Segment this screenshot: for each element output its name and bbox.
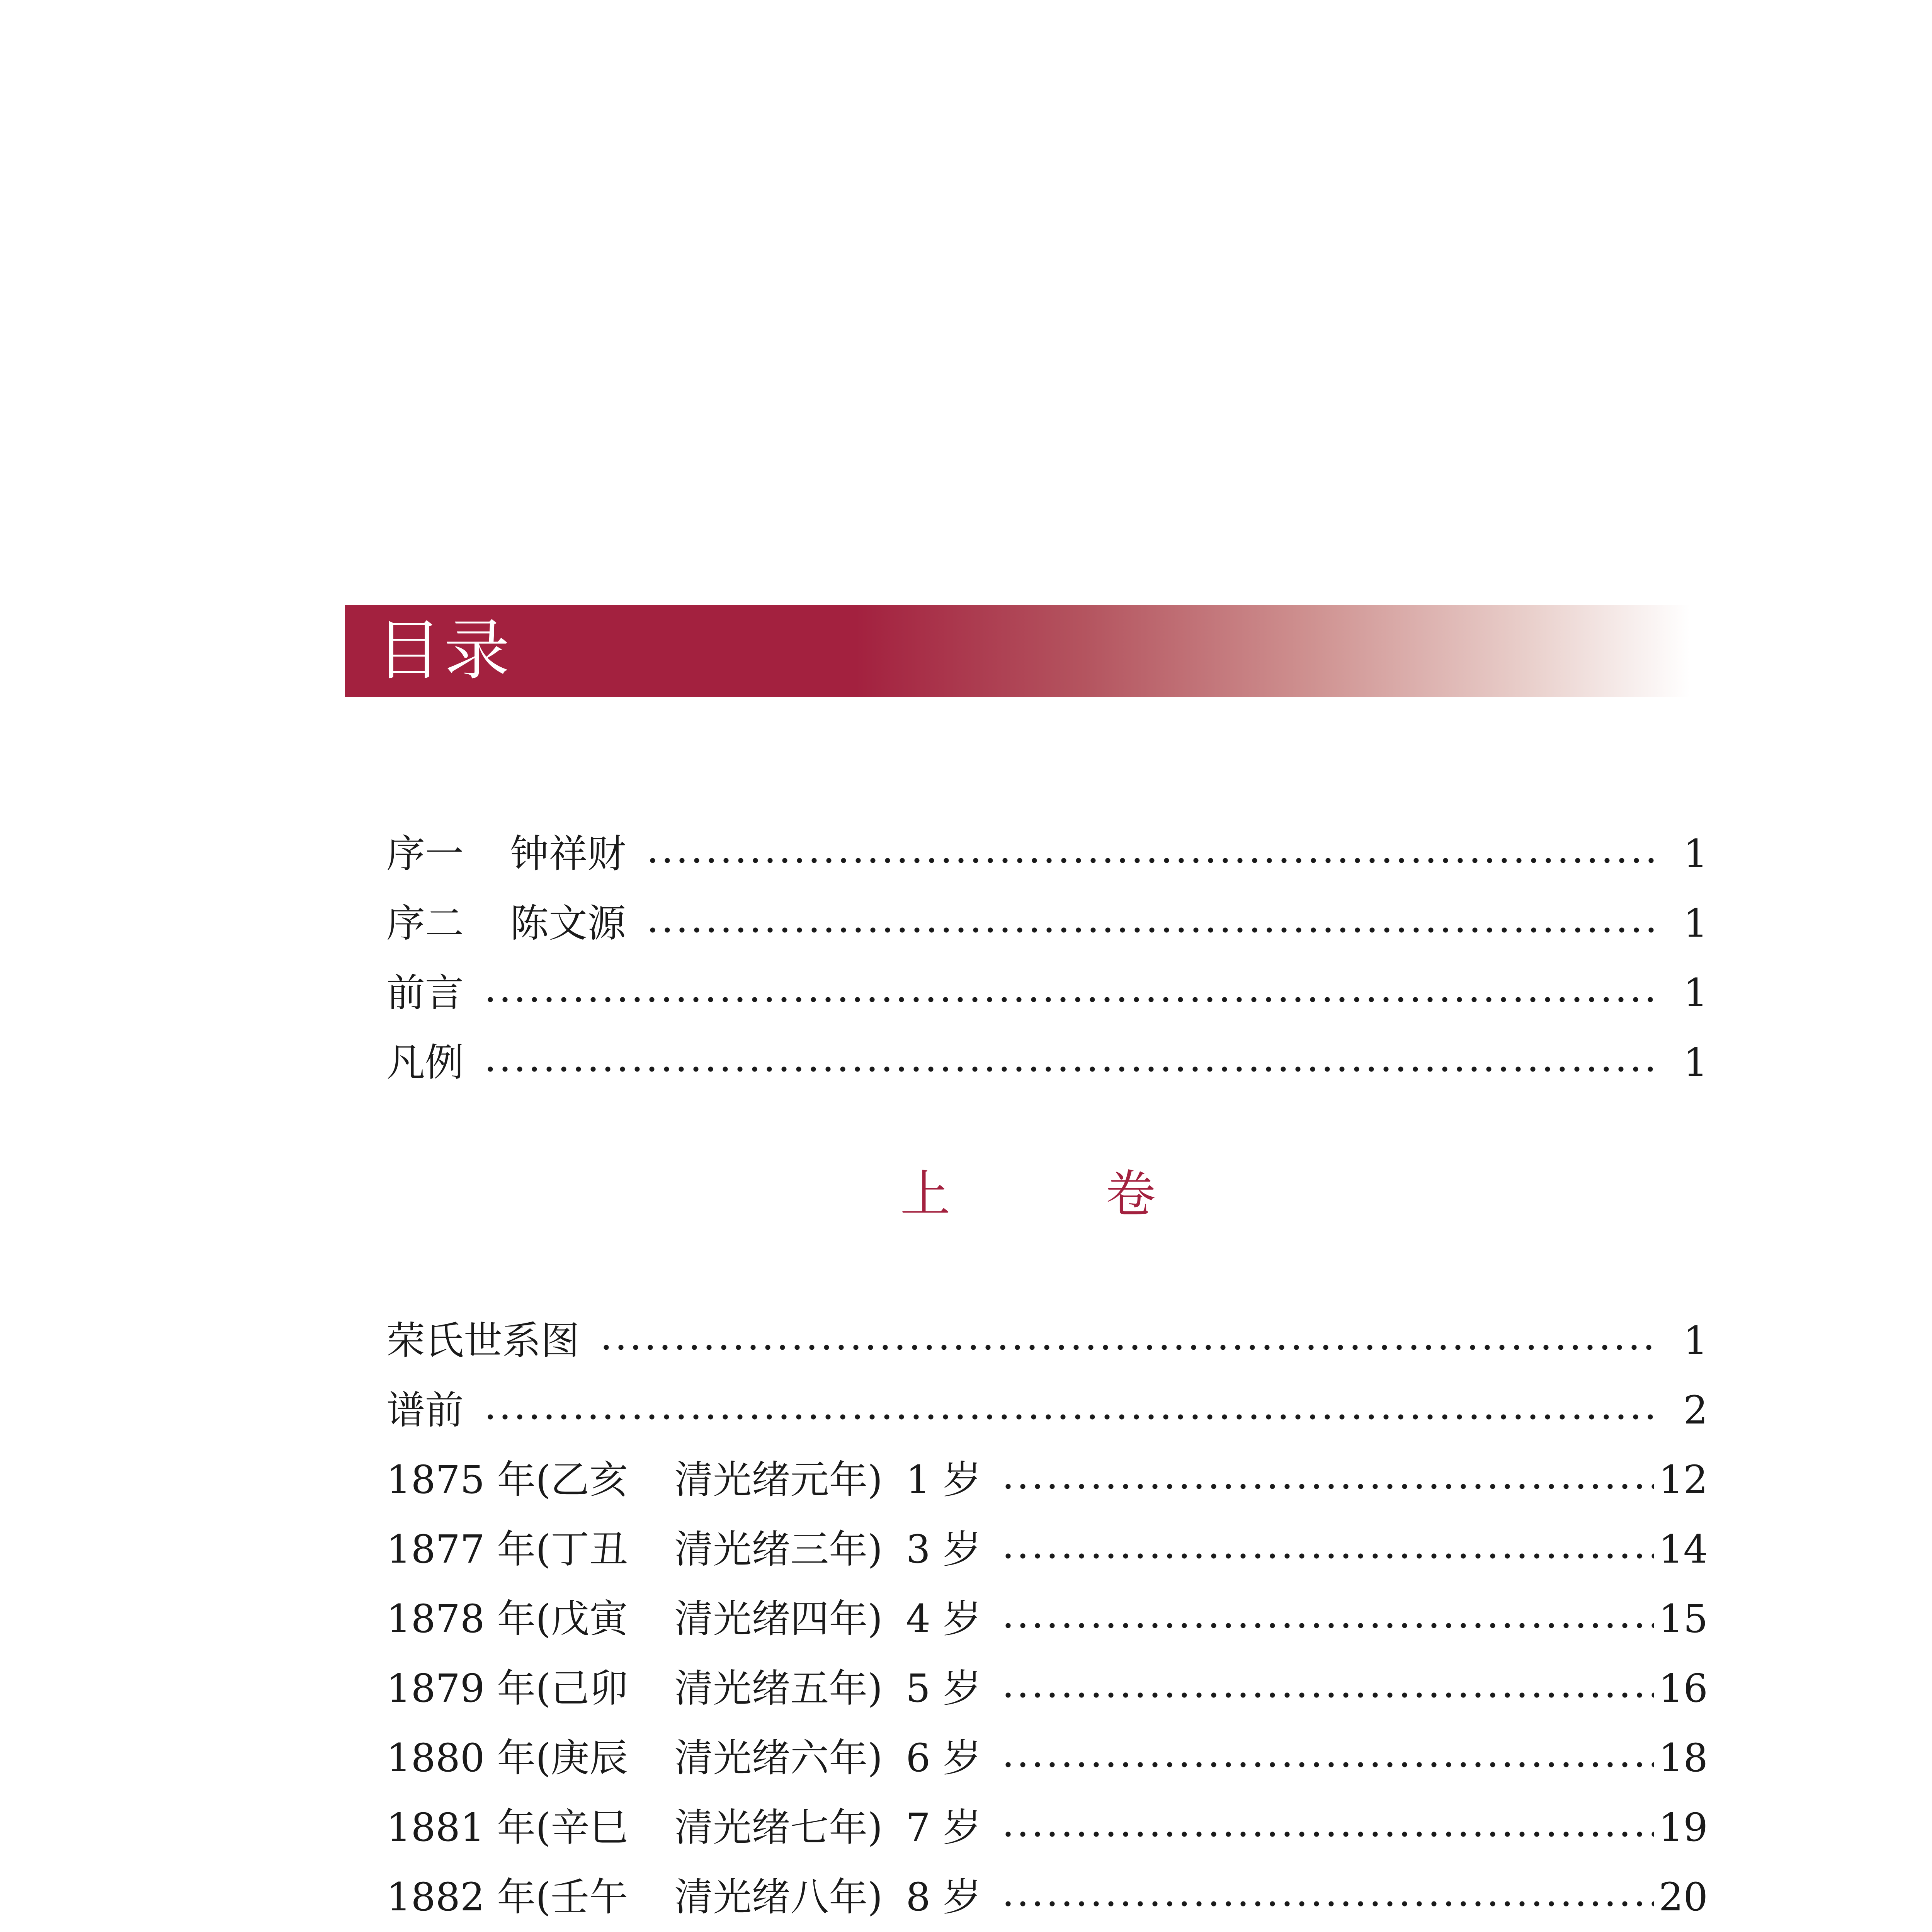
toc-page-number: 20 bbox=[1658, 1874, 1708, 1920]
toc-entry-part: 清光绪五年) bbox=[674, 1666, 883, 1711]
dot-leader bbox=[1001, 1762, 1654, 1767]
title-banner bbox=[345, 605, 1690, 697]
toc-page-number: 1 bbox=[1683, 1318, 1708, 1363]
toc-entry[interactable] bbox=[386, 958, 1708, 1028]
toc-entry-title bbox=[386, 1654, 1001, 1723]
toc-entry-part: 4 岁 bbox=[906, 1596, 981, 1641]
toc-entry-part: 8 岁 bbox=[906, 1874, 981, 1920]
toc-page-number: 2 bbox=[1683, 1388, 1708, 1433]
toc-entry[interactable] bbox=[386, 1376, 1708, 1445]
toc-page-number: 19 bbox=[1658, 1805, 1708, 1850]
toc-entry[interactable] bbox=[386, 1862, 1708, 1932]
toc-entry-part: 1877 年(丁丑 bbox=[386, 1527, 628, 1572]
toc-entry-part: 1 岁 bbox=[906, 1457, 981, 1502]
toc-page-number: 1 bbox=[1683, 970, 1708, 1015]
toc-page-number: 1 bbox=[1683, 901, 1708, 946]
toc-entry-title bbox=[386, 1515, 1001, 1584]
toc-entry[interactable] bbox=[386, 889, 1708, 958]
toc-entry-part: 清光绪元年) bbox=[674, 1457, 883, 1502]
toc-page-number: 12 bbox=[1658, 1457, 1708, 1502]
toc-entry-part: 钟祥财 bbox=[510, 831, 626, 876]
toc-page-number: 14 bbox=[1658, 1527, 1708, 1572]
toc-page-number: 1 bbox=[1683, 1040, 1708, 1085]
toc-page-number: 18 bbox=[1658, 1735, 1708, 1781]
toc-entry-part: 7 岁 bbox=[906, 1805, 981, 1850]
toc-page-number: 15 bbox=[1658, 1596, 1708, 1641]
toc-entry-title bbox=[386, 1584, 1001, 1654]
toc-entry[interactable] bbox=[386, 1793, 1708, 1862]
front-matter-list bbox=[386, 819, 1708, 1097]
dot-leader bbox=[1001, 1692, 1654, 1698]
toc-entry[interactable] bbox=[386, 1654, 1708, 1723]
toc-entry[interactable] bbox=[386, 1723, 1708, 1793]
toc-entry-part: 谱前 bbox=[386, 1388, 464, 1433]
toc-entry-part: 3 岁 bbox=[906, 1527, 981, 1572]
toc-entry-title bbox=[386, 819, 645, 889]
toc-page-number: 16 bbox=[1658, 1666, 1708, 1711]
toc-entry-part: 1875 年(乙亥 bbox=[386, 1457, 628, 1502]
toc-entry-part: 6 岁 bbox=[906, 1735, 981, 1781]
dot-leader bbox=[483, 1414, 1654, 1420]
toc-entry-part: 荣氏世系图 bbox=[386, 1318, 580, 1363]
toc-entry-part: 1878 年(戊寅 bbox=[386, 1596, 628, 1641]
toc-entry-title bbox=[386, 1028, 483, 1097]
toc-entry-part: 清光绪七年) bbox=[674, 1805, 883, 1850]
toc-entry[interactable] bbox=[386, 1306, 1708, 1376]
toc-entry-part: 前言 bbox=[386, 970, 464, 1015]
toc-entry[interactable] bbox=[386, 1028, 1708, 1097]
toc-entry-part: 凡例 bbox=[386, 1040, 464, 1085]
toc-entry-title bbox=[386, 1376, 483, 1445]
dot-leader bbox=[1001, 1623, 1654, 1628]
volume-entries-list bbox=[386, 1306, 1708, 1932]
toc-entry-part: 清光绪三年) bbox=[674, 1527, 883, 1572]
dot-leader bbox=[483, 1066, 1654, 1072]
toc-entry-title bbox=[386, 958, 483, 1028]
toc-entry[interactable] bbox=[386, 1445, 1708, 1515]
page-title: 目录 bbox=[376, 612, 512, 689]
dot-leader bbox=[645, 927, 1654, 933]
toc-entry-title bbox=[386, 889, 645, 958]
toc-entry-part: 清光绪八年) bbox=[674, 1874, 883, 1920]
dot-leader bbox=[483, 997, 1654, 1002]
volume-heading: 上 卷 bbox=[900, 1165, 1226, 1223]
toc-entry-title bbox=[386, 1723, 1001, 1793]
toc-entry-title bbox=[386, 1862, 1001, 1932]
toc-page-number: 1 bbox=[1683, 831, 1708, 876]
toc-entry-part: 1880 年(庚辰 bbox=[386, 1735, 628, 1781]
dot-leader bbox=[645, 858, 1654, 863]
toc-entry-part: 清光绪六年) bbox=[674, 1735, 883, 1781]
toc-entry-part: 1879 年(己卯 bbox=[386, 1666, 628, 1711]
toc-entry-part: 1881 年(辛巳 bbox=[386, 1805, 628, 1850]
dot-leader bbox=[1001, 1484, 1654, 1489]
toc-entry-title bbox=[386, 1445, 1001, 1515]
dot-leader bbox=[599, 1345, 1654, 1350]
toc-entry-part: 序一 bbox=[386, 831, 464, 876]
toc-entry[interactable] bbox=[386, 1515, 1708, 1584]
toc-entry-part: 1882 年(壬午 bbox=[386, 1874, 628, 1920]
dot-leader bbox=[1001, 1553, 1654, 1559]
toc-entry-title bbox=[386, 1306, 599, 1376]
toc-entry[interactable] bbox=[386, 1584, 1708, 1654]
toc-entry-title bbox=[386, 1793, 1001, 1862]
toc-entry-part: 清光绪四年) bbox=[674, 1596, 883, 1641]
dot-leader bbox=[1001, 1901, 1654, 1906]
toc-entry-part: 5 岁 bbox=[906, 1666, 981, 1711]
dot-leader bbox=[1001, 1832, 1654, 1837]
toc-entry-part: 序二 bbox=[386, 901, 464, 946]
toc-entry[interactable] bbox=[386, 819, 1708, 889]
toc-entry-part: 陈文源 bbox=[510, 901, 626, 946]
